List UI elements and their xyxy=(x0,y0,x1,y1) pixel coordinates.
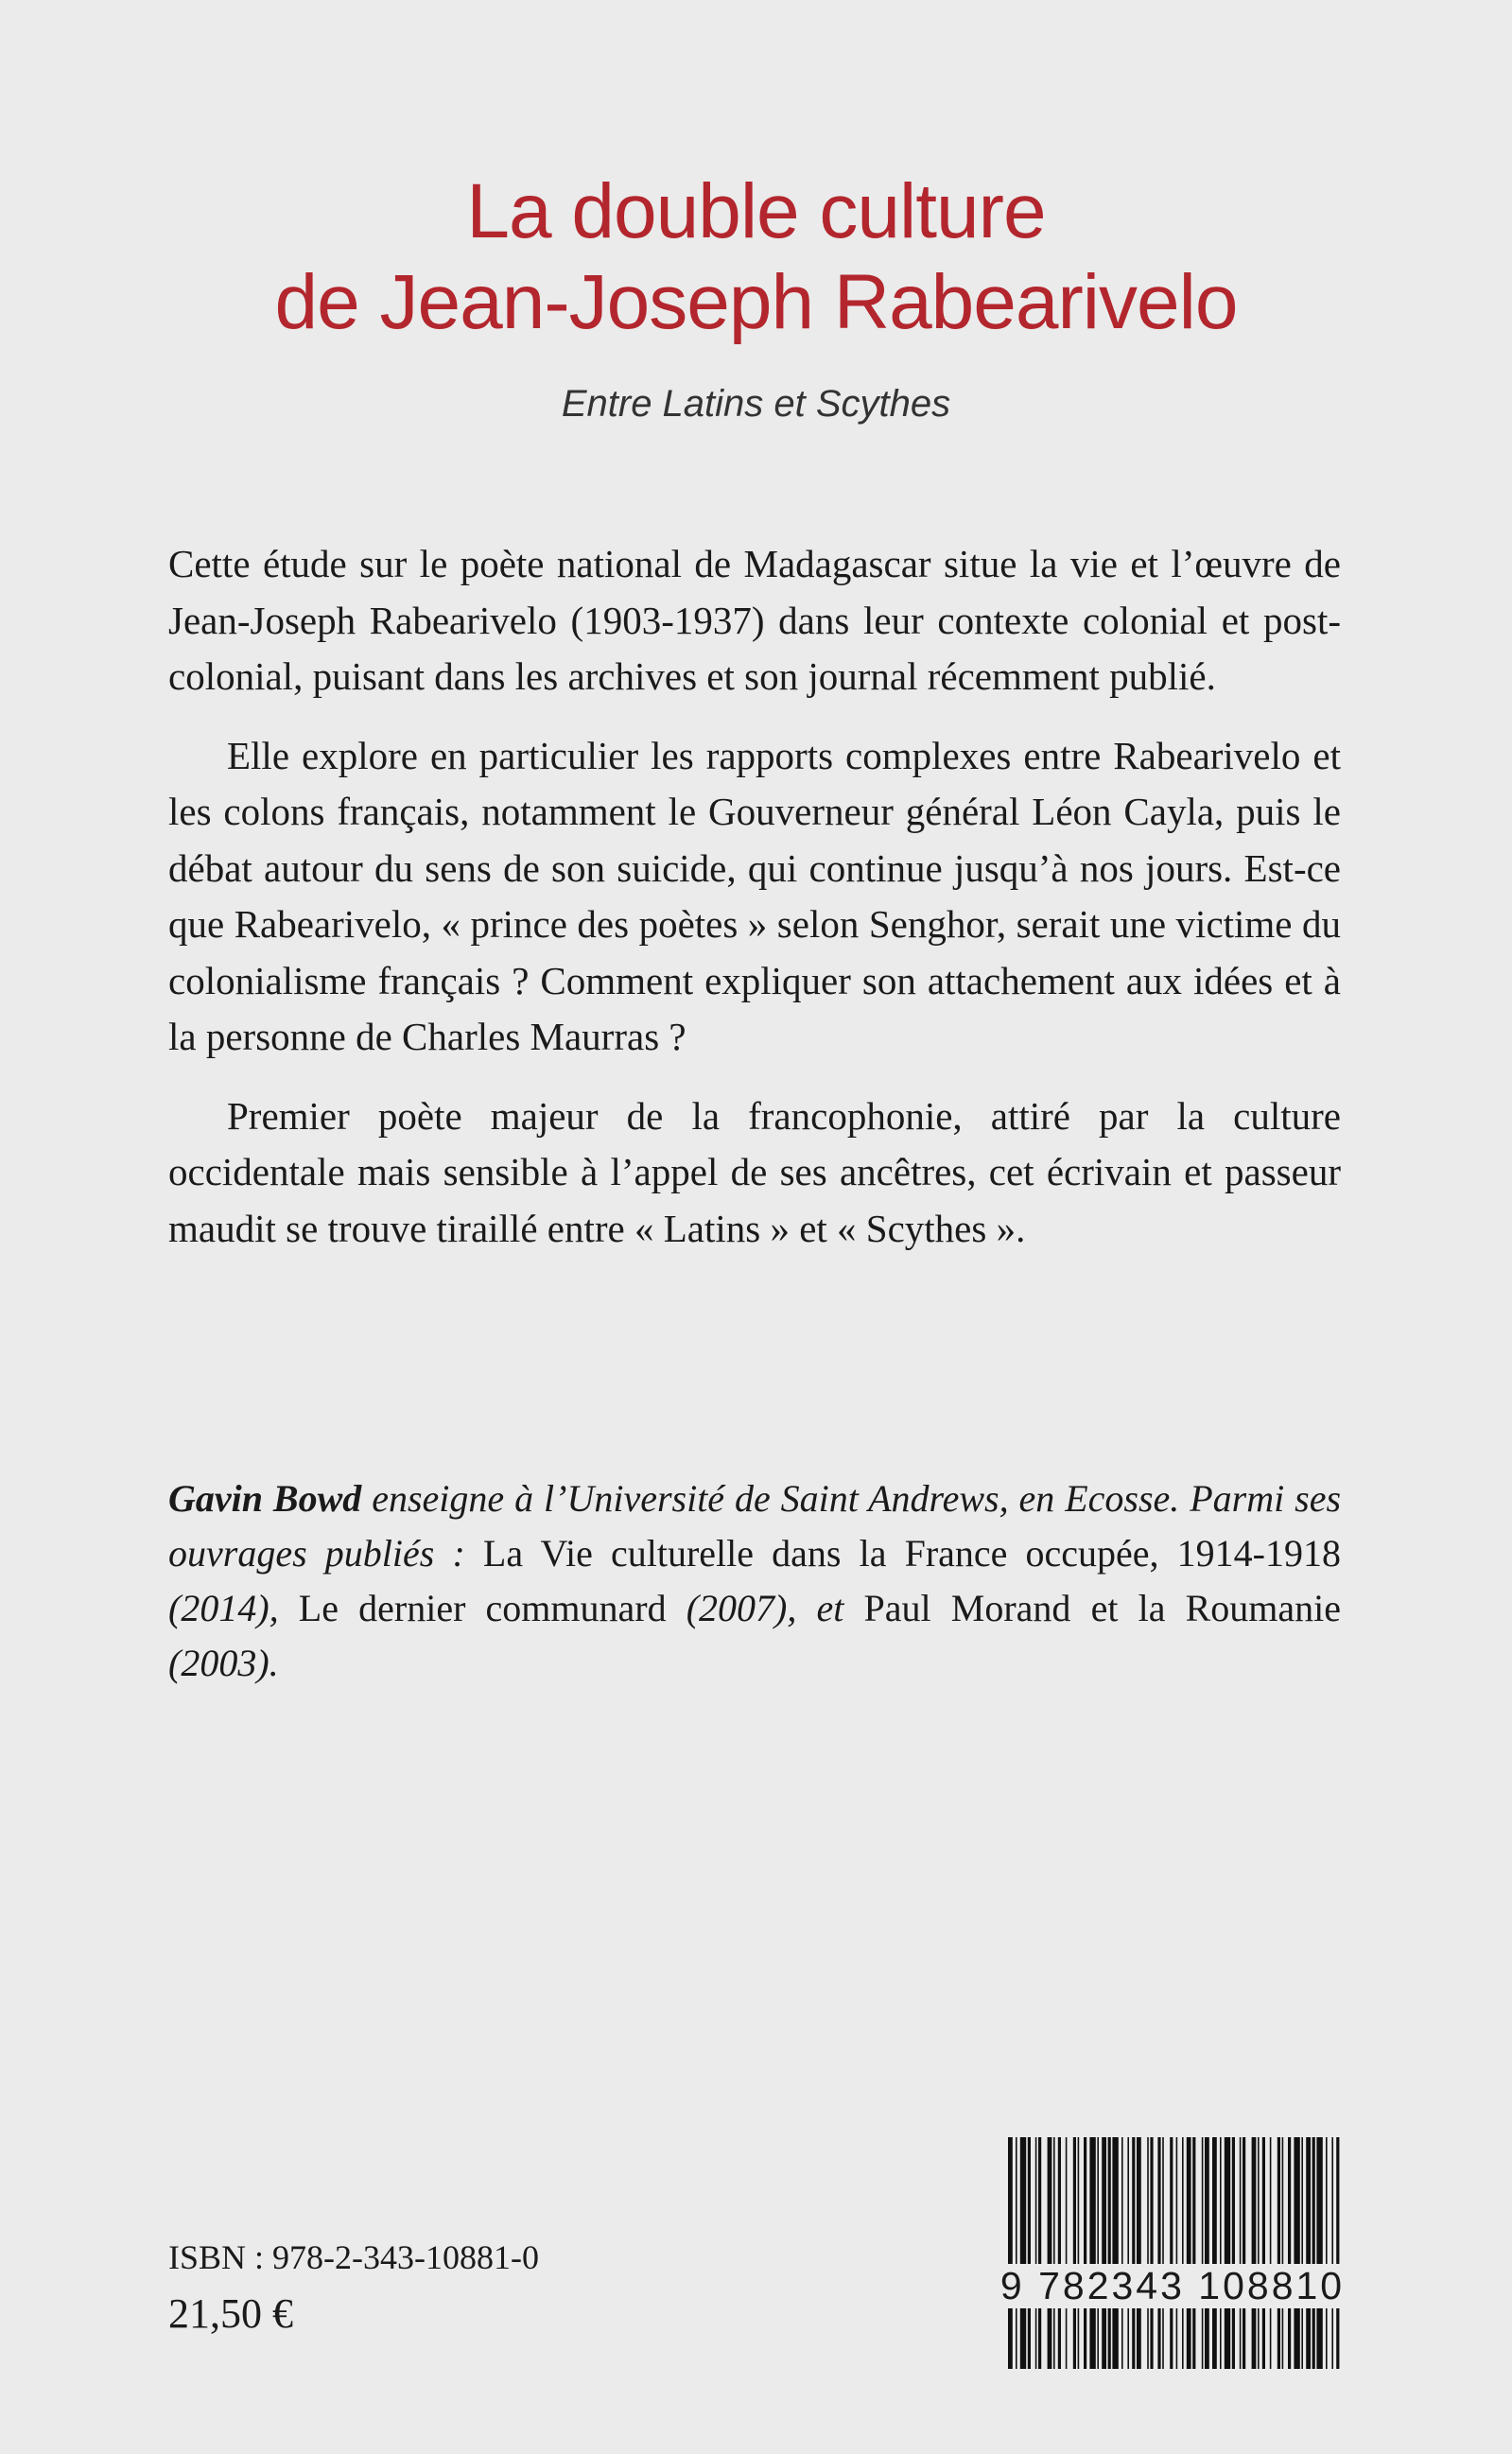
book-ref-3-year: (2003). xyxy=(168,1642,279,1684)
author-bio-intro: enseigne à l’Université de Saint Andrews, en Ecosse. Parmi ses ouvrages publiés : xyxy=(168,1477,1342,1575)
book-ref-3: Paul Morand et la Roumanie xyxy=(863,1587,1342,1629)
blurb-paragraph-2: Elle explore en particulier les rapports complexes entre Rabearivelo et les colons français, notamment le Gouverneur général Léon Cayla, puis le débat autour du sens de son suicide, qui continue jusqu’à nos jours. Est-ce que Rabearivelo, « prince des poètes » selon Senghor, serait une victime du colonialisme français ? Comment expliquer son attachement aux idées et à la personne de Charles Maurras ? xyxy=(168,733,1341,1058)
blurb-paragraph-1: Cette étude sur le poète national de Madagascar situe la vie et l’œuvre de Jean-Joseph Rabearivelo (1903-1937) dans leur contexte colonial et post-colonial, puisant dans les archives et son journal récemment publié. xyxy=(168,542,1341,698)
blurb-paragraph-3: Premier poète majeur de la francophonie, attiré par la culture occidentale mais sensible à l’appel de ses ancêtres, cet écrivain et passeur maudit se trouve tiraillé entre « Latins » et « Scythes ». xyxy=(168,1093,1341,1250)
book-ref-2: Le dernier communard xyxy=(298,1587,667,1629)
isbn-text: ISBN : 978-2-343-10881-0 xyxy=(168,2238,539,2276)
book-ref-1-year: (2014), xyxy=(168,1587,279,1629)
book-ref-2-year: (2007), et xyxy=(666,1587,864,1629)
book-ref-1: La Vie culturelle dans la France occupée, 1914-1918 xyxy=(482,1532,1342,1575)
blurb-text xyxy=(168,536,1341,1257)
book-title-line-2: de Jean-Joseph Rabearivelo xyxy=(274,259,1238,345)
price-text: 21,50 € xyxy=(168,2290,293,2337)
barcode-icon xyxy=(1002,2137,1343,2369)
author-bio xyxy=(168,1471,1341,1691)
author-name: Gavin Bowd xyxy=(168,1477,362,1520)
barcode-digits: 9 782343 108810 xyxy=(995,2264,1350,2308)
book-title-line-1: La double culture xyxy=(466,168,1046,254)
book-subtitle: Entre Latins et Scythes xyxy=(561,383,951,425)
book-title xyxy=(0,166,1512,348)
